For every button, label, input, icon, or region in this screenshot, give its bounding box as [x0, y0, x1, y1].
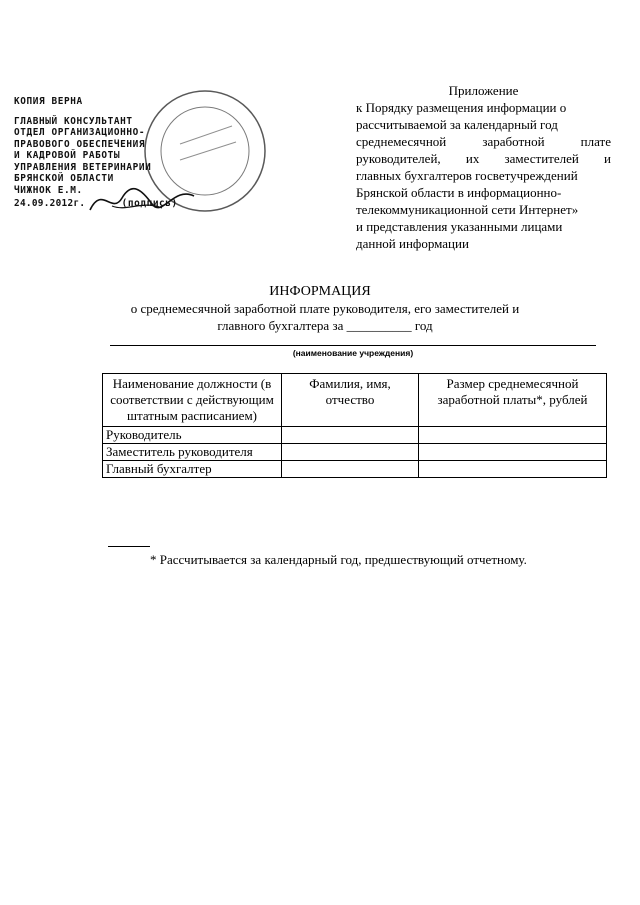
appendix-line: к Порядку размещения информации о: [356, 100, 567, 115]
cell-full-name: [282, 444, 419, 461]
stamp-line: БРЯНСКОЙ ОБЛАСТИ: [14, 173, 114, 184]
table-row: [103, 444, 607, 461]
stamp-line: И КАДРОВОЙ РАБОТЫ: [14, 150, 121, 161]
subtitle-line-1: о среднемесячной заработной плате руководителя, его заместителей и: [130, 301, 520, 316]
cell-position: Главный бухгалтер: [103, 461, 282, 478]
appendix-line: данной информации: [356, 236, 469, 251]
organization-caption: (наименование учреждения): [292, 348, 414, 358]
cell-position: Заместитель руководителя: [103, 444, 282, 461]
appendix-title: Приложение: [448, 83, 519, 98]
salary-info-table: [102, 373, 607, 478]
appendix-line: и представления указанными лицами: [356, 219, 563, 234]
cell-salary: [419, 444, 607, 461]
header-full-name: Фамилия, имя, отчество: [282, 374, 419, 427]
appendix-line: среднемесячной заработной плате: [356, 134, 611, 149]
table-row: [103, 427, 607, 444]
stamp-line: ПРАВОВОГО ОБЕСПЕЧЕНИЯ: [14, 138, 146, 150]
header-position: Наименование должности (в соответствии с действующим штатным расписанием): [103, 374, 282, 427]
table-header-row: [103, 374, 607, 427]
handwritten-signature-icon: [82, 180, 202, 220]
document-subtitle: [130, 300, 520, 334]
stamp-line: УПРАВЛЕНИЯ ВЕТЕРИНАРИИ: [14, 161, 152, 173]
table-row: [103, 461, 607, 478]
appendix-line: главных бухгалтеров госветучреждений: [356, 168, 578, 183]
footnote-separator: [108, 546, 150, 547]
appendix-line: руководителей, их заместителей и: [356, 151, 611, 166]
organization-name-line: [110, 345, 596, 346]
stamp-line: ОТДЕЛ ОРГАНИЗАЦИОННО-: [14, 127, 146, 138]
appendix-line: рассчитываемой за календарный год: [356, 117, 558, 132]
cell-position: Руководитель: [103, 427, 282, 444]
stamp-date: 24.09.2012г.: [14, 198, 86, 209]
subtitle-line-2: главного бухгалтера за __________ год: [217, 318, 433, 333]
appendix-line: Брянской области в информационно-: [356, 185, 562, 200]
cell-salary: [419, 461, 607, 478]
cell-full-name: [282, 461, 419, 478]
stamp-line: КОПИЯ ВЕРНА: [14, 96, 83, 107]
header-salary: Размер среднемесячной заработной платы*, рублей: [419, 374, 607, 427]
document-title: ИНФОРМАЦИЯ: [269, 284, 371, 299]
footnote: * Рассчитывается за календарный год, предшествующий отчетному.: [150, 552, 527, 567]
cell-full-name: [282, 427, 419, 444]
cell-salary: [419, 427, 607, 444]
stamp-line: ЧИЖНОК Е.М.: [14, 184, 83, 196]
appendix-header: [356, 82, 611, 252]
appendix-line: телекоммуникационной сети Интернет»: [356, 202, 579, 217]
stamp-line: ГЛАВНЫЙ КОНСУЛЬТАНТ: [14, 115, 133, 127]
signature-caption: (подпись): [121, 198, 178, 209]
